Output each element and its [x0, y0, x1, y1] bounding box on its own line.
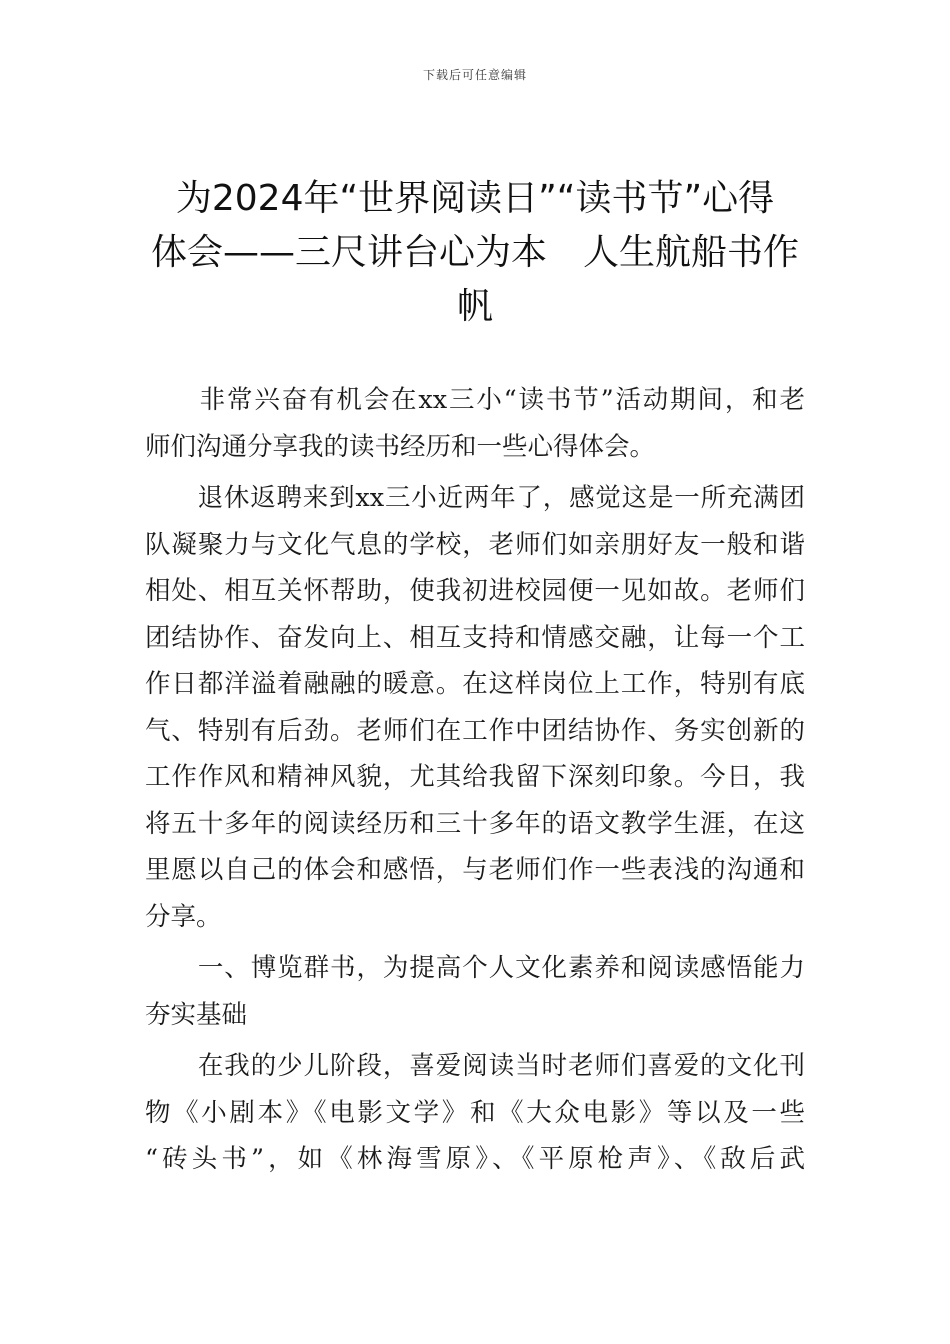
text-line: 一、博览群书，为提高个人文化素养和阅读感悟能力 — [145, 953, 805, 983]
text-line: 气、特别有后劲。老师们在工作中团结协作、务实创新的 — [145, 715, 805, 746]
text-line: 夯实基础 — [145, 999, 248, 1030]
paragraph-1 — [145, 377, 805, 470]
text-line: 分享。 — [145, 901, 222, 932]
text-line: 团结协作、奋发向上、相互支持和情感交融，让每一个工 — [145, 622, 805, 653]
title-line: 体会——三尺讲台心为本 人生航船书作 — [150, 232, 799, 273]
document-title — [140, 172, 810, 334]
text-line: 工作作风和精神风貌，尤其给我留下深刻印象。今日，我 — [145, 762, 805, 792]
text-line: 作日都洋溢着融融的暖意。在这样岗位上工作，特别有底 — [145, 669, 805, 699]
title-line: 为2024年“世界阅读日”“读书节”心得 — [175, 178, 775, 219]
paragraph-2 — [145, 475, 805, 940]
paragraph-4 — [145, 1043, 805, 1183]
document-body — [145, 377, 805, 1183]
text-line: “砖头书”，如《林海雪原》、《平原枪声》、《敌后武 — [145, 1144, 805, 1174]
text-line: 相处、相互关怀帮助，使我初进校园便一见如故。老师们 — [145, 576, 805, 606]
text-line: 里愿以自己的体会和感悟，与老师们作一些表浅的沟通和 — [145, 855, 805, 885]
text-line: 队凝聚力与文化气息的学校，老师们如亲朋好友一般和谐 — [145, 529, 805, 560]
header-note: 下载后可任意编辑 — [422, 68, 527, 82]
text-line: 师们沟通分享我的读书经历和一些心得体会。 — [145, 431, 656, 462]
text-line: 非常兴奋有机会在xx三小“读书节”活动期间，和老 — [145, 385, 805, 415]
text-line: 在我的少儿阶段，喜爱阅读当时老师们喜爱的文化刊 — [145, 1051, 805, 1081]
title-line: 帆 — [456, 286, 493, 327]
text-line: 退休返聘来到xx三小近两年了，感觉这是一所充满团 — [145, 483, 805, 513]
text-line: 将五十多年的阅读经历和三十多年的语文教学生涯，在这 — [145, 808, 805, 839]
paragraph-3 — [145, 945, 805, 1038]
text-line: 物《小剧本》《电影文学》和《大众电影》等以及一些 — [145, 1097, 805, 1128]
